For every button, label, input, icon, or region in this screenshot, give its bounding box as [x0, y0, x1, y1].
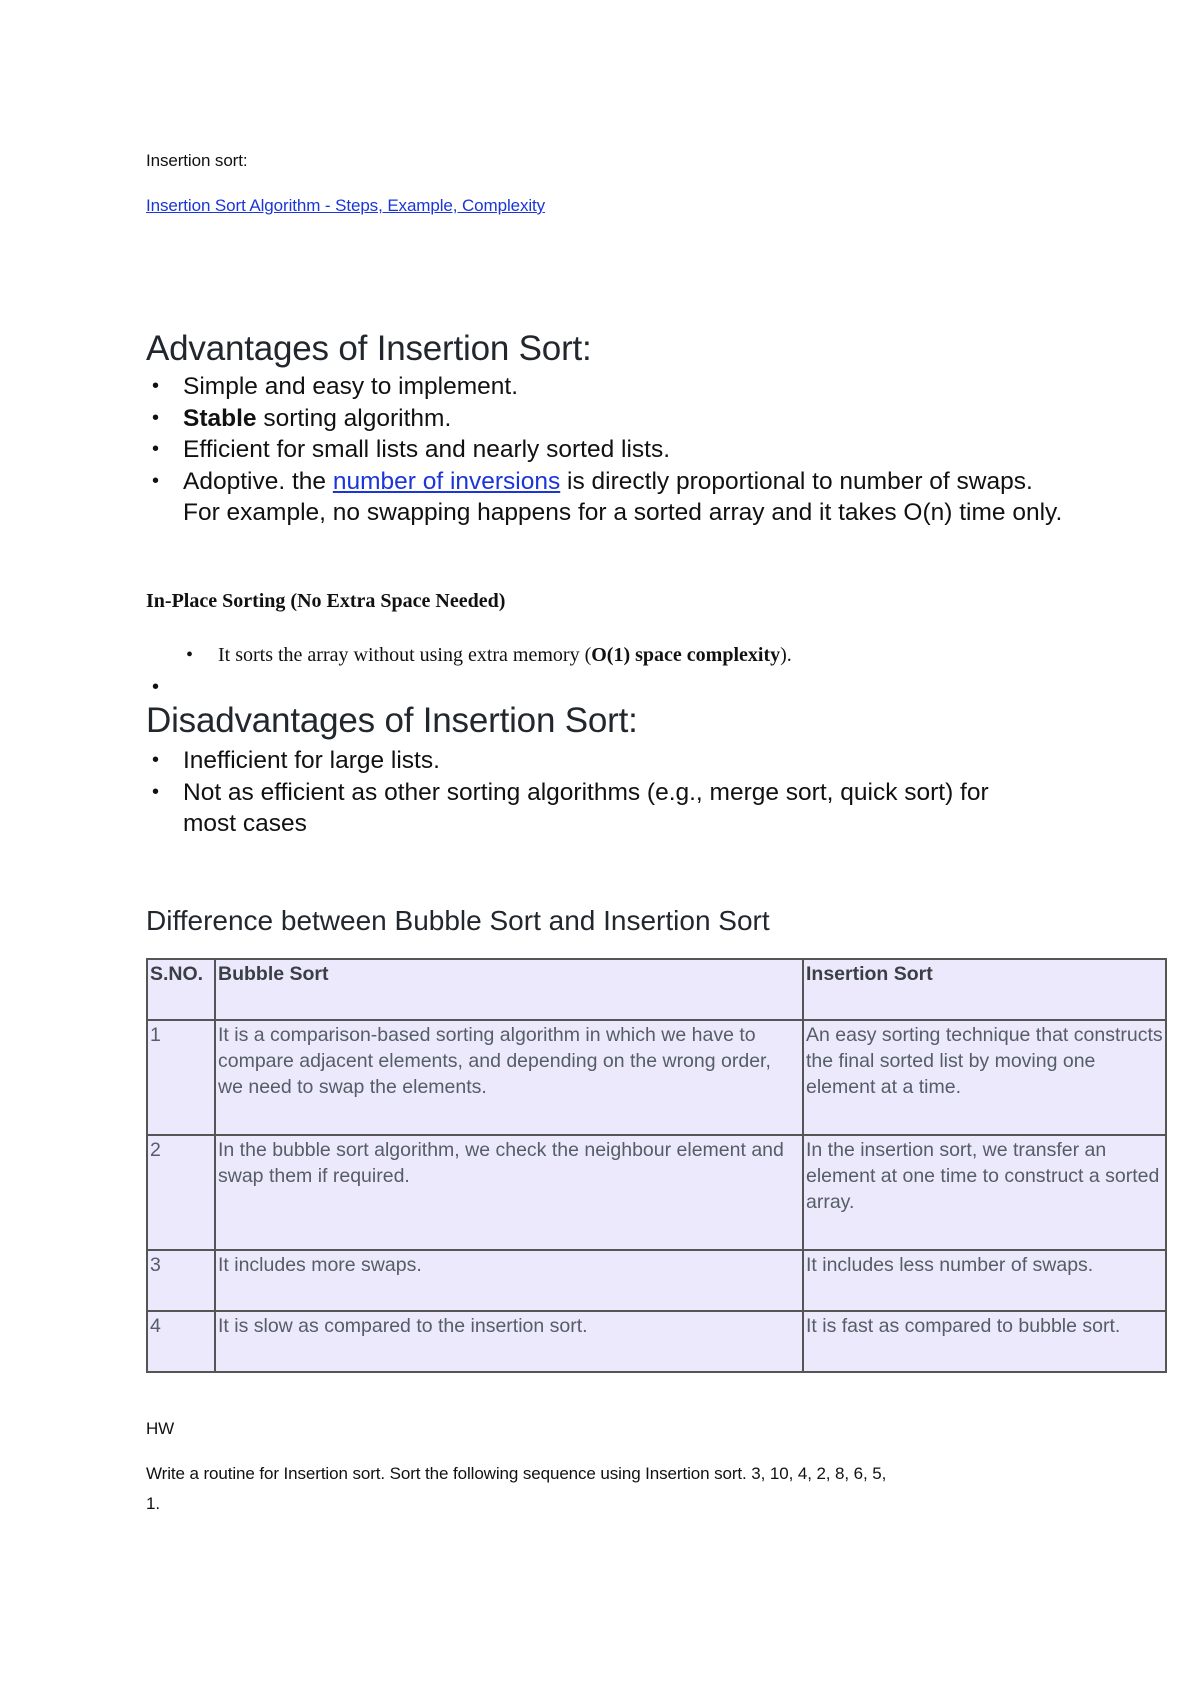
doc-title: Insertion sort:	[146, 151, 248, 170]
advantages-list	[146, 371, 1086, 529]
table-cell: It is fast as compared to bubble sort.	[803, 1311, 1166, 1372]
number-of-inversions-link[interactable]: number of inversions	[332, 467, 561, 495]
list-item: • Stable sorting algorithm.	[146, 403, 1086, 435]
list-item: • Efficient for small lists and nearly sorted lists.	[146, 434, 1086, 466]
table-cell: 1	[147, 1020, 215, 1135]
table-cell: 4	[147, 1311, 215, 1372]
homework-text-line1: Write a routine for Insertion sort. Sort the following sequence using Insertion sort. 3, 10, 4, 2, 8, 6, 5,	[146, 1464, 887, 1483]
empty-bullet: •	[152, 676, 160, 698]
list-item: • Not as efficient as other sorting algorithms (e.g., merge sort, quick sort) for most cases	[146, 777, 1043, 840]
header-sno: S.NO.	[147, 959, 215, 1020]
table-cell: 3	[147, 1250, 215, 1311]
table-cell: It is a comparison-based sorting algorithm in which we have to compare adjacent elements, and depending on the wrong order, we need to swap the elements.	[215, 1020, 803, 1135]
header-bubble-sort: Bubble Sort	[215, 959, 803, 1020]
disadvantages-list	[146, 745, 1076, 840]
list-item: • Adoptive. the number of inversions is directly proportional to number of swaps. For example, no swapping happens for a sorted array and it takes O(n) time only.	[146, 466, 1063, 529]
table-row	[147, 1135, 1166, 1250]
table-header-row	[147, 959, 1166, 1020]
table-row	[147, 1250, 1166, 1311]
table-cell: It includes less number of swaps.	[803, 1250, 1166, 1311]
list-item: • Inefficient for large lists.	[146, 745, 1076, 777]
insertion-sort-article-link[interactable]: Insertion Sort Algorithm - Steps, Example, Complexity	[146, 196, 546, 215]
table-cell: It includes more swaps.	[215, 1250, 803, 1311]
in-place-heading: In-Place Sorting (No Extra Space Needed)	[146, 590, 506, 612]
disadvantages-heading: Disadvantages of Insertion Sort:	[146, 701, 638, 740]
table-row	[147, 1020, 1166, 1135]
table-cell: An easy sorting technique that constructs the final sorted list by moving one element at a time.	[803, 1020, 1166, 1135]
advantages-heading: Advantages of Insertion Sort:	[146, 329, 592, 368]
list-item: • Simple and easy to implement.	[146, 371, 1086, 403]
table-row	[147, 1311, 1166, 1372]
comparison-table	[146, 958, 1167, 1373]
homework-label: HW	[146, 1419, 175, 1438]
table-cell: 2	[147, 1135, 215, 1250]
homework-text-line2: 1.	[146, 1494, 160, 1513]
table-cell: It is slow as compared to the insertion sort.	[215, 1311, 803, 1372]
comparison-title: Difference between Bubble Sort and Insertion Sort	[146, 905, 770, 936]
header-insertion-sort: Insertion Sort	[803, 959, 1166, 1020]
table-cell: In the insertion sort, we transfer an element at one time to construct a sorted array.	[803, 1135, 1166, 1250]
table-cell: In the bubble sort algorithm, we check the neighbour element and swap them if required.	[215, 1135, 803, 1250]
in-place-item: • It sorts the array without using extra memory (O(1) space complexity).	[186, 644, 792, 667]
